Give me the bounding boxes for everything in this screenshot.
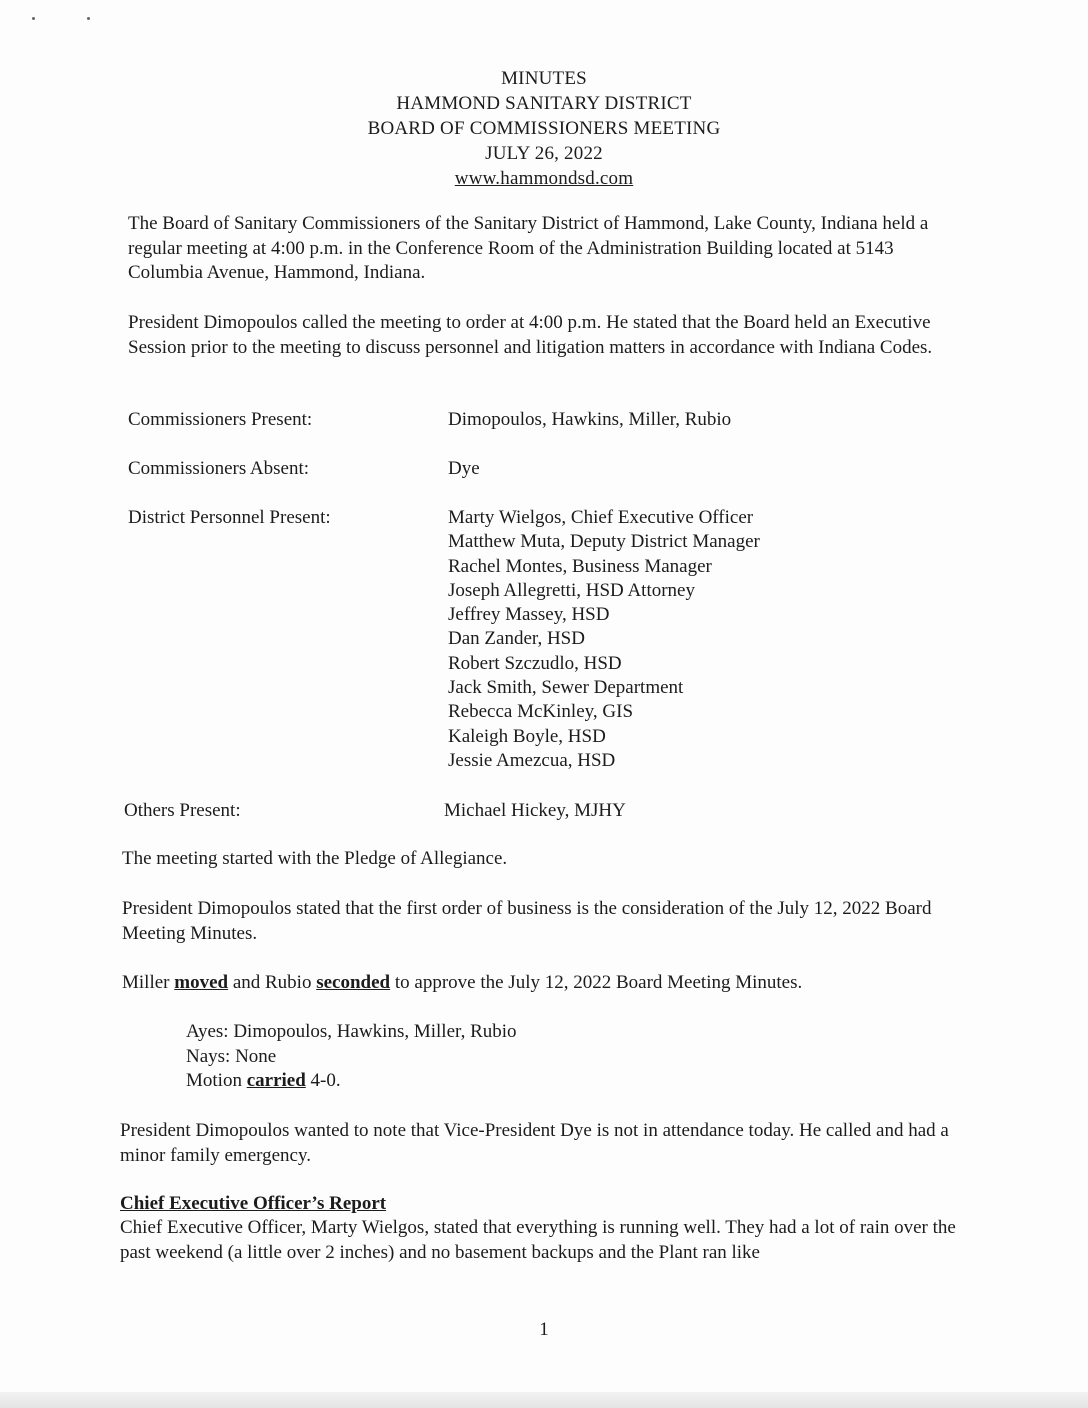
scan-artifact-dot <box>87 17 90 20</box>
header-organization: HAMMOND SANITARY DISTRICT <box>396 93 692 114</box>
header-date: JULY 26, 2022 <box>485 143 603 164</box>
commissioners-absent-value: Dye <box>448 458 480 479</box>
motion-label: Motion <box>186 1070 247 1091</box>
ayes-line: Ayes: Dimopoulos, Hawkins, Miller, Rubio <box>186 1021 517 1042</box>
carried-count: 4-0. <box>305 1070 341 1091</box>
personnel-item: Jack Smith, Sewer Department <box>448 677 684 699</box>
district-personnel-label: District Personnel Present: <box>128 507 331 528</box>
call-to-order-paragraph: President Dimopoulos called the meeting to order at 4:00 p.m. He stated that the Board held an Executive Session prior to the meeting to discuss personnel and litigation matters in accordance with Indiana Codes. <box>128 312 933 358</box>
nays-line: Nays: None <box>186 1045 277 1067</box>
page-number: 1 <box>539 1319 549 1340</box>
commissioners-present-label: Commissioners Present: <box>128 409 313 430</box>
scan-bottom-edge <box>0 1392 1088 1408</box>
personnel-item: Jessie Amezcua, HSD <box>448 749 616 771</box>
personnel-item: Jeffrey Massey, HSD <box>448 604 610 626</box>
others-present-label: Others Present: <box>124 800 241 821</box>
motion-text: to approve the July 12, 2022 Board Meeting Minutes. <box>390 972 803 993</box>
header-title: MINUTES <box>501 68 587 89</box>
personnel-item: Rachel Montes, Business Manager <box>448 555 712 577</box>
personnel-item: Robert Szczudlo, HSD <box>448 652 622 674</box>
district-personnel-list <box>448 506 760 773</box>
commissioners-absent-label: Commissioners Absent: <box>128 458 310 479</box>
ceo-report-heading: Chief Executive Officer’s Report <box>120 1193 387 1214</box>
moved-keyword: moved <box>174 972 229 993</box>
motion-result-line <box>186 1069 517 1094</box>
motion-paragraph <box>122 971 952 996</box>
pledge-paragraph: The meeting started with the Pledge of Allegiance. <box>122 848 508 869</box>
document-header <box>0 66 1088 191</box>
carried-keyword: carried <box>246 1070 306 1091</box>
scan-artifact-dot <box>32 17 35 20</box>
personnel-item: Matthew Muta, Deputy District Manager <box>448 531 760 553</box>
header-meeting-type: BOARD OF COMMISSIONERS MEETING <box>367 118 721 139</box>
ceo-report-paragraph: Chief Executive Officer, Marty Wielgos, stated that everything is running well. They had a lot of rain over the past weekend (a little over 2 inches) and no basement backups and the Plant ran like <box>120 1217 956 1263</box>
intro-paragraph: The Board of Sanitary Commissioners of the Sanitary District of Hammond, Lake County, Indiana held a regular meeting at 4:00 p.m. in the Conference Room of the Administration Building located at 5143 Columbia Avenue, Hammond, Indiana. <box>128 213 929 283</box>
first-order-paragraph: President Dimopoulos stated that the first order of business is the consideration of the July 12, 2022 Board Meeting Minutes. <box>122 898 932 944</box>
personnel-item: Kaleigh Boyle, HSD <box>448 725 606 747</box>
motion-text: and Rubio <box>228 972 317 993</box>
attendance-note-paragraph: President Dimopoulos wanted to note that Vice-President Dye is not in attendance today. He called and had a minor family emergency. <box>120 1120 949 1166</box>
personnel-item: Rebecca McKinley, GIS <box>448 701 634 723</box>
commissioners-present-value: Dimopoulos, Hawkins, Miller, Rubio <box>448 409 732 430</box>
motion-text: Miller <box>122 972 175 993</box>
personnel-item: Dan Zander, HSD <box>448 628 585 650</box>
others-present-value: Michael Hickey, MJHY <box>444 800 626 821</box>
header-website-link[interactable]: www.hammondsd.com <box>454 168 634 189</box>
seconded-keyword: seconded <box>316 972 391 993</box>
vote-block <box>186 1020 517 1094</box>
personnel-item: Marty Wielgos, Chief Executive Officer <box>448 507 754 528</box>
personnel-item: Joseph Allegretti, HSD Attorney <box>448 579 695 601</box>
